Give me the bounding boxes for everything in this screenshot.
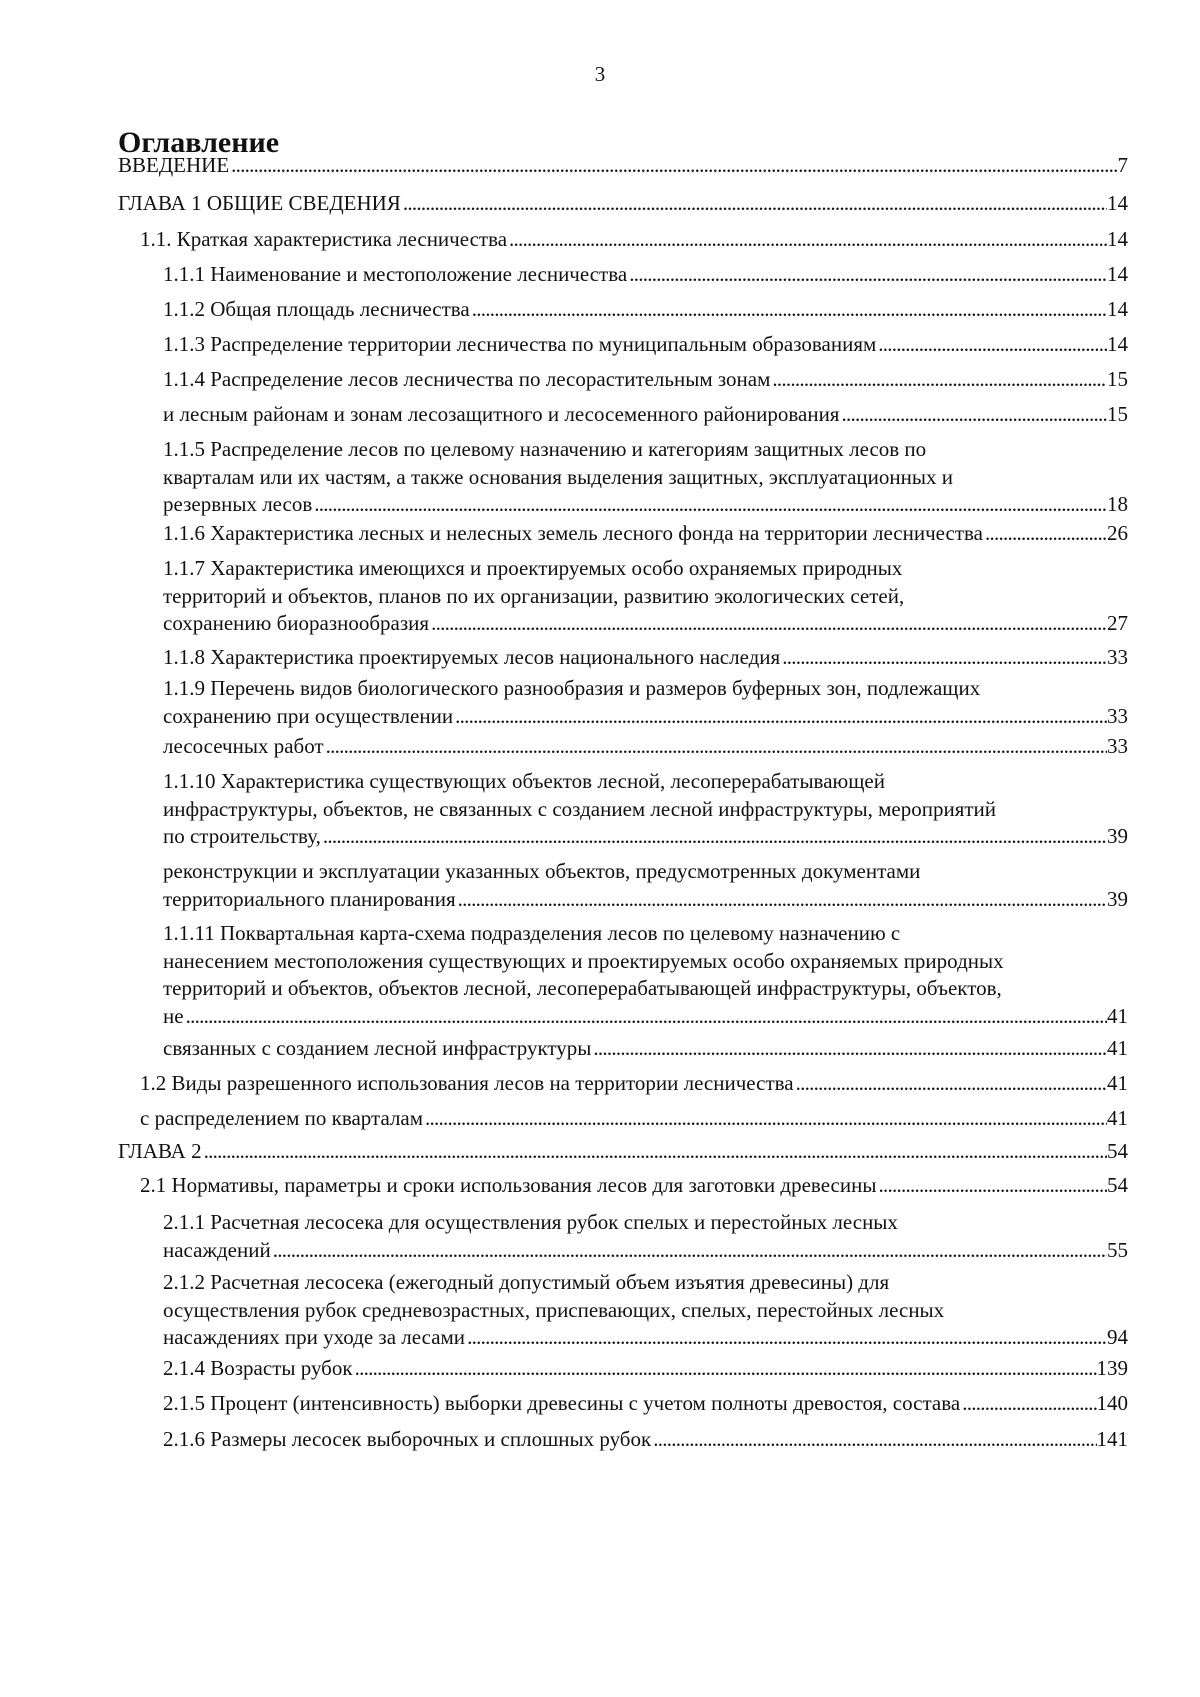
toc-entry-page: 15 <box>1107 367 1128 391</box>
toc-entry-page: 140 <box>1096 1391 1128 1415</box>
toc-entry-text: ВВЕДЕНИЕ <box>118 153 230 177</box>
toc-entry-text: 1.1.10 Характеристика существующих объектов лесной, лесоперерабатывающей <box>163 769 885 793</box>
dot-leader <box>983 520 1107 548</box>
toc-entry[interactable] <box>163 555 1128 638</box>
toc-entry-text: инфраструктуры, объектов, не связанных с созданием лесной инфраструктуры, мероприятий <box>163 796 997 821</box>
toc-entry-text: 2.1.6 Размеры лесосек выборочных и сплошных рубок <box>163 1427 652 1451</box>
toc-entry-text: 1.1.11 Поквартальная карта-схема подразделения лесов по целевому назначению с <box>163 921 901 945</box>
toc-entry-text: насаждений <box>163 1237 271 1262</box>
page-number: 3 <box>594 62 606 86</box>
toc-entry-page: 14 <box>1107 227 1128 251</box>
toc-entry-page: 14 <box>1107 191 1128 215</box>
toc-entry[interactable] <box>163 401 1128 429</box>
toc-entry-page: 7 <box>1117 153 1128 177</box>
dot-leader <box>839 401 1107 429</box>
toc-entry-text: 2.1.4 Возрасты рубок <box>163 1356 353 1380</box>
toc-entry-text: 2.1.2 Расчетная лесосека (ежегодный допустимый объем изъятия древесины) для <box>163 1270 890 1294</box>
dot-leader <box>453 703 1107 731</box>
dot-leader <box>184 1003 1107 1031</box>
toc-entry-text: территорий и объектов, объектов лесной, лесоперерабатывающей инфраструктуры, объектов, <box>163 976 1002 1000</box>
toc-entry[interactable] <box>163 675 1128 730</box>
toc-entry-page: 41 <box>1107 1003 1128 1028</box>
dot-leader <box>429 610 1107 638</box>
dot-leader <box>353 1355 1097 1383</box>
toc-entry[interactable] <box>163 296 1128 324</box>
dot-leader <box>591 1035 1107 1063</box>
toc-entry-page: 54 <box>1107 1173 1128 1197</box>
toc-entry-text: 1.1. Краткая характеристика лесничества <box>140 227 508 251</box>
toc-entry[interactable] <box>163 1269 1128 1352</box>
toc-entry-text: с распределением по кварталам <box>140 1106 424 1130</box>
dot-leader <box>651 1426 1096 1454</box>
toc-entry-page: 33 <box>1107 703 1128 728</box>
toc-entry[interactable] <box>163 1390 1128 1418</box>
toc-entry-page: 18 <box>1107 492 1128 516</box>
toc-entry-page: 14 <box>1107 332 1128 356</box>
toc-entry-text: 1.1.9 Перечень видов биологического разнообразия и размеров буферных зон, подлежащих <box>163 676 981 700</box>
toc-entry[interactable] <box>163 920 1128 1030</box>
toc-entry-text: нанесением местоположения существующих и проектируемых особо охраняемых природных <box>163 948 1004 973</box>
toc-entry-page: 141 <box>1096 1427 1128 1451</box>
toc-entry-text: и лесным районам и зонам лесозащитного и лесосеменного районирования <box>163 402 840 426</box>
toc-entry[interactable] <box>118 1138 1128 1166</box>
toc-entry-page: 41 <box>1107 1106 1128 1130</box>
toc-entry-page: 39 <box>1107 886 1128 911</box>
toc-entry-page: 27 <box>1107 611 1128 635</box>
toc-entry-page: 33 <box>1107 645 1128 669</box>
toc-entry[interactable] <box>163 768 1128 851</box>
toc-entry-text: сохранению при осуществлении <box>163 703 454 728</box>
toc-entry-page: 139 <box>1096 1356 1128 1380</box>
dot-leader <box>271 1237 1107 1265</box>
toc-entry-text: 1.2 Виды разрешенного использования лесов на территории лесничества <box>140 1071 794 1095</box>
toc-entry-text: резервных лесов <box>163 492 313 516</box>
toc-entry-text: ГЛАВА 2 <box>118 1139 202 1163</box>
toc-entry-page: 39 <box>1107 824 1128 848</box>
dot-leader <box>456 886 1107 914</box>
toc-entry-text: территорий и объектов, планов по их организации, развитию экологических сетей, <box>163 583 905 608</box>
toc-entry-text: реконструкции и эксплуатации указанных объектов, предусмотренных документами <box>163 859 921 883</box>
dot-leader <box>960 1390 1096 1418</box>
toc-entry[interactable] <box>163 1426 1128 1454</box>
toc-entry[interactable] <box>140 1172 1128 1200</box>
dot-leader <box>876 331 1107 359</box>
toc-entry-text: 1.1.4 Распределение лесов лесничества по лесорастительным зонам <box>163 367 771 391</box>
toc-entry[interactable] <box>140 226 1128 254</box>
dot-leader <box>780 644 1107 672</box>
toc-entry-page: 41 <box>1107 1036 1128 1060</box>
toc-entry-text: территориального планирования <box>163 886 456 911</box>
toc-entry-text: сохранению биоразнообразия <box>163 611 430 635</box>
toc-entry[interactable] <box>140 1105 1128 1133</box>
toc-entry-text: 1.1.2 Общая площадь лесничества <box>163 297 470 321</box>
dot-leader <box>876 1172 1107 1200</box>
toc-entry[interactable] <box>163 1209 1128 1264</box>
toc-entry-text: кварталам или их частям, а также основания выделения защитных, эксплуатационных и <box>163 464 953 489</box>
toc-entry-text: связанных с созданием лесной инфраструктуры <box>163 1036 592 1060</box>
toc-entry-text: 1.1.6 Характеристика лесных и нелесных земель лесного фонда на территории лесничества <box>163 521 983 545</box>
toc-entry[interactable] <box>163 1355 1128 1383</box>
toc-entry[interactable] <box>163 366 1128 394</box>
toc-entry-page: 14 <box>1107 262 1128 286</box>
toc-entry-text: 1.1.3 Распределение территории лесничества по муниципальным образованиям <box>163 332 877 356</box>
toc-entry-text: по строительству, <box>163 824 321 848</box>
dot-leader <box>794 1070 1107 1098</box>
dot-leader <box>470 296 1107 324</box>
dot-leader <box>321 823 1107 851</box>
toc-entry[interactable] <box>163 733 1128 761</box>
dot-leader <box>229 152 1117 180</box>
toc-entry-text: лесосечных работ <box>163 734 324 758</box>
toc-entry-text: 1.1.7 Характеристика имеющихся и проектируемых особо охраняемых природных <box>163 556 903 580</box>
toc-entry-text: насаждениях при уходе за лесами <box>163 1325 466 1349</box>
toc-entry-text: 1.1.1 Наименование и местоположение лесничества <box>163 262 628 286</box>
toc-entry[interactable] <box>118 190 1128 218</box>
toc-entry[interactable] <box>163 1035 1128 1063</box>
dot-leader <box>202 1138 1107 1166</box>
toc-entry[interactable] <box>163 436 1128 519</box>
toc-entry-text: 2.1.5 Процент (интенсивность) выборки древесины с учетом полноты древостоя, состава <box>163 1391 961 1415</box>
toc-entry-page: 15 <box>1107 402 1128 426</box>
toc-entry-text: ГЛАВА 1 ОБЩИЕ СВЕДЕНИЯ <box>118 191 401 215</box>
toc-entry-page: 33 <box>1107 734 1128 758</box>
toc-entry[interactable] <box>163 261 1128 289</box>
toc-entry[interactable] <box>163 858 1128 913</box>
toc-entry[interactable] <box>163 331 1128 359</box>
toc-entry[interactable] <box>118 152 1128 180</box>
toc-entry-page: 14 <box>1107 297 1128 321</box>
dot-leader <box>423 1105 1107 1133</box>
toc-entry-text: 1.1.8 Характеристика проектируемых лесов национального наследия <box>163 645 781 669</box>
toc-entry-page: 54 <box>1107 1139 1128 1163</box>
toc-entry[interactable] <box>163 520 1128 548</box>
dot-leader <box>465 1324 1107 1352</box>
dot-leader <box>312 491 1107 519</box>
toc-title: Оглавление <box>118 126 280 159</box>
toc-entry-text: осуществления рубок средневозрастных, приспевающих, спелых, перестойных лесных <box>163 1297 945 1322</box>
toc-entry-page: 94 <box>1107 1325 1128 1349</box>
toc-entry-text: 2.1 Нормативы, параметры и сроки использования лесов для заготовки древесины <box>140 1173 877 1197</box>
toc-entry[interactable] <box>140 1070 1128 1098</box>
dot-leader <box>324 733 1107 761</box>
toc-entry-text: не <box>163 1003 184 1028</box>
toc-entry-text: 1.1.5 Распределение лесов по целевому назначению и категориям защитных лесов по <box>163 437 927 461</box>
toc-entry-page: 55 <box>1107 1237 1128 1262</box>
toc-entry-page: 26 <box>1107 521 1128 545</box>
toc-entry[interactable] <box>163 644 1128 672</box>
toc-entry-text: 2.1.1 Расчетная лесосека для осуществления рубок спелых и перестойных лесных <box>163 1210 898 1234</box>
dot-leader <box>507 226 1107 254</box>
dot-leader <box>770 366 1107 394</box>
dot-leader <box>627 261 1107 289</box>
toc-entry-page: 41 <box>1107 1071 1128 1095</box>
dot-leader <box>401 190 1107 218</box>
